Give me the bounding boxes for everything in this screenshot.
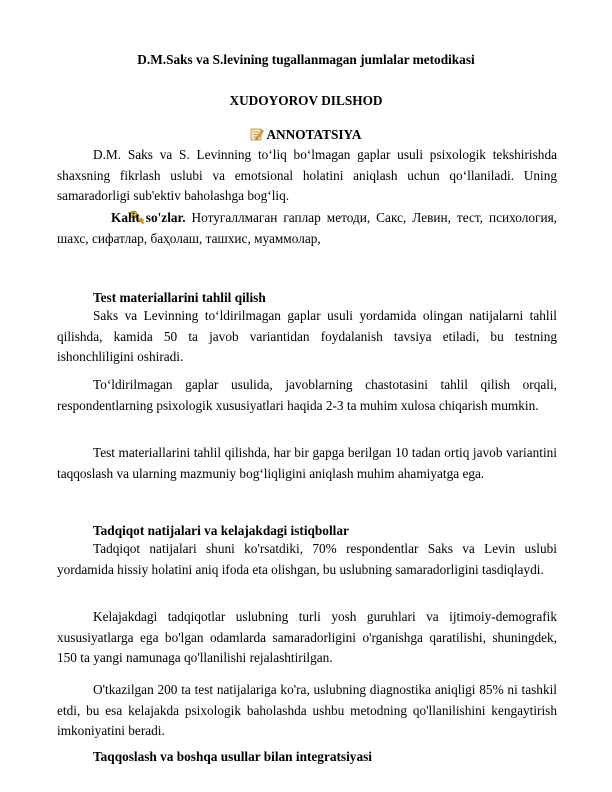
annotation-paragraph: D.M. Saks va S. Levinning to‘liq bo‘lmagan gaplar usuli psixologik tekshirishda shaxsning fikrlash uslubi va emotsional holatini aniqlash uchun qo‘llaniladi. Uning samaradorligi sub'ektiv baholashga bog‘liq. xyxy=(57,147,557,203)
section-heading-results: Tadqiqot natijalari va kelajakdagi istiqbollar xyxy=(93,523,349,538)
results-paragraph-3: O'tkazilgan 200 ta test natijalariga ko'ra, uslubning diagnostika aniqligi 85% ni tashkil etdi, bu esa kelajakda psixologik baholashda ushbu metodning qo'llanilishini kengaytirish imkoniyatini beradi. xyxy=(57,682,557,738)
analysis-paragraph-1: Saks va Levinning to‘ldirilmagan gaplar usuli yordamida olingan natijalarni tahlil qilishda, kamida 50 ta javob variantidan foydalanish tavsiya etiladi, bu testning ishonchliligini oshiradi. xyxy=(57,308,557,364)
section-heading-analysis: Test materiallarini tahlil qilish xyxy=(93,290,266,305)
section-heading-integration: Taqqoslash va boshqa usullar bilan integratsiyasi xyxy=(93,749,372,764)
memo-pencil-icon xyxy=(250,127,264,141)
annotation-text xyxy=(57,145,557,207)
results-paragraph-1: Tadqiqot natijalari shuni ko'rsatdiki, 70% respondentlar Saks va Levin uslubi yordamida hissiy holatini aniq ifoda eta olishgan, bu uslubning samaradorligini tasdiqlaydi. xyxy=(57,541,557,577)
document-title: D.M.Saks va S.levining tugallanmagan jumlalar metodikasi xyxy=(137,52,475,67)
keywords-block xyxy=(57,208,557,249)
analysis-paragraph-2: To‘ldirilmagan gaplar usulida, javoblarning chastotasini tahlil qilish orqali, respondentlarning psixologik xususiyatlari haqida 2-3 ta muhim xulosa chiqarish mumkin. xyxy=(57,377,557,413)
results-paragraph-2: Kelajakdagi tadqiqotlar uslubning turli yosh guruhlari va ijtimoiy-demografik xususiyatlarga ega bo'lgan odamlarda samaradorligini o'rganishga qaratilishi, shuningdek, 150 ta yangi namunaga qo'llanilishi rejalashtirilgan. xyxy=(57,609,557,665)
keywords-text: Нотугаллмаган гаплар методи, Сакс, Левин, тест, психология, шахс, сифатлар, баҳолаш, ташхис, муаммолар, xyxy=(57,210,558,246)
keywords-label: Kalit so'zlar. xyxy=(111,210,186,225)
annotation-heading-row xyxy=(0,127,612,143)
key-icon xyxy=(93,210,109,224)
author-name: XUDOYOROV DILSHOD xyxy=(229,93,383,108)
analysis-paragraph-3: Test materiallarini tahlil qilishda, har bir gapga berilgan 10 tadan ortiq javob variantini taqqoslash va ularning mazmuniy bog‘liqligini aniqlash muhim ahamiyatga ega. xyxy=(57,445,557,481)
annotation-heading: ANNOTATSIYA xyxy=(266,127,362,142)
